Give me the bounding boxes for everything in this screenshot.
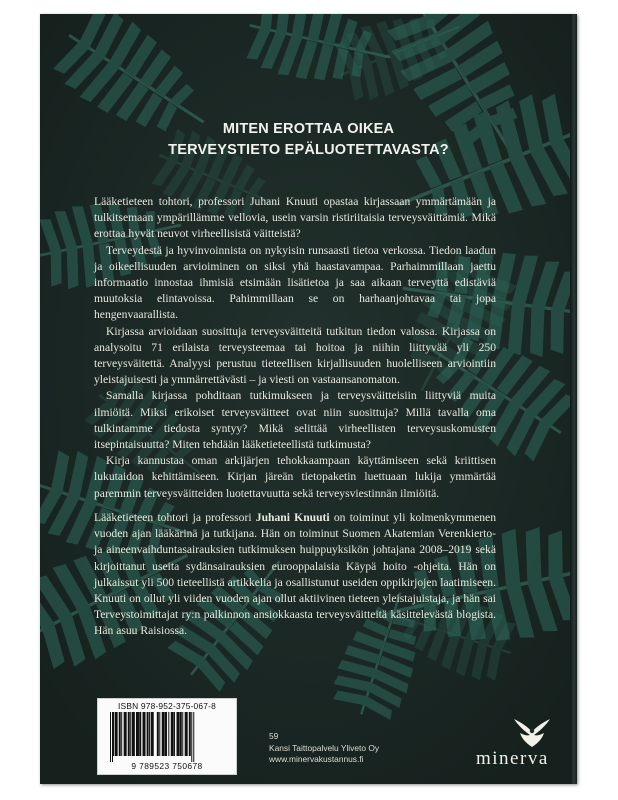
blurb-paragraph: Lääketieteen tohtori, professori Juhani Knuuti opastaa kirjassaan ymmärtämään ja tulkitsemaan ympärillämme vellovia, usein varsin ristiriitaisia terveysväittämiä. Mikä erottaa hyvät neuvot virheellisistä väitteistä?	[94, 195, 496, 241]
class-number: 59	[269, 731, 279, 741]
publication-credits	[269, 731, 379, 766]
book-back-cover	[40, 14, 577, 784]
author-name: Juhani Knuuti	[255, 511, 330, 524]
author-bio-intro: Lääketieteen tohtori ja professori	[94, 511, 256, 524]
blurb-paragraph: Kirjassa arvioidaan suosittuja terveysväitteitä tutkitun tiedon valossa. Kirjassa on analysoitu 71 erilaista terveysteemaa tai hoitoa ja niihin liittyvää yli 250 terveysväitettä. Analyysi perustuu tieteellisen kirjallisuuden huolelliseen arviointiin yleistajuisesti ja ymmärrettävästi – ja viesti on vastaansanomaton.	[94, 324, 496, 387]
isbn-barcode	[97, 698, 237, 775]
isbn-text: ISBN 978-952-375-067-8	[118, 701, 216, 711]
publisher-url: www.minervakustannus.fi	[269, 754, 364, 765]
blurb-text	[94, 194, 496, 502]
author-bio	[94, 510, 496, 640]
blurb-paragraph: Kirja kannustaa oman arkijärjen tehokkaampaan käyttämiseen sekä kriittisen lukutaidon kehittämiseen. Kirjan järeän tietopaketin luettuaan lukija ymmärtää paremmin terveysväitteiden luotettavuutta sekä terveysviestinnän ilmiöitä.	[94, 454, 496, 500]
barcode-digits: 9 789523 750678	[131, 761, 203, 771]
blurb-paragraph: Samalla kirjassa pohditaan tutkimukseen ja terveysväitteisiin liittyviä muita ilmiöitä. Miksi erikoiset terveysväitteet ovat niin suosittuja? Millä tavalla oma tulkintamme tiedosta syntyy? Mikä selittää virheellisten terveysuskomusten itsepintaisuutta? Miten tehdään lääketieteellistä tutkimusta?	[94, 389, 496, 452]
bird-logo-icon	[512, 717, 552, 749]
cover-spine-edge	[570, 14, 577, 784]
barcode-bars	[108, 712, 230, 762]
headline-line-1: MITEN EROTTAA OIKEA	[222, 121, 395, 137]
author-bio-paragraph	[94, 510, 496, 640]
headline-line-2: TERVEYSTIETO EPÄLUOTETTAVASTA?	[168, 142, 449, 158]
publisher-logo-wordmark: minerva	[476, 748, 549, 769]
cover-design-credit: Kansi Taittopalvelu Yliveto Oy	[269, 742, 380, 753]
blurb-paragraph: Terveydestä ja hyvinvoinnista on nykyisin runsaasti tietoa verkossa. Tiedon laadun ja oikeellisuuden arvioiminen on siksi yhä haastavampaa. Parhaimmillaan jaettu informaatio innostaa ihmisiä etsimään lisätietoa ja saa aikaan terveyttä edistäviä muutoksia elintavoissa. Pahimmillaan se on harhaanjohtavaa tai jopa hengenvaarallista.	[94, 243, 496, 322]
author-bio-rest: on toiminut yli kolmenkymmenen vuoden ajan lääkärinä ja tutkijana. Hän on toiminut Suomen Akatemian Verenkierto- ja aineenvaihduntasairauksien tutkimuksen huippuyksikön johtajana 2008–2019 sekä kirjoittanut useita sydänsairauksien eurooppalaisia Käypä hoito -ohjeita. Hän on julkaissut yli 500 tieteellistä artikkelia ja osallistunut useiden oppikirjojen laatimiseen. Knuuti on ollut yli viiden vuoden ajan ollut aktiivinen tieteen yleistajuistaja, ja hän sai Terveystoimittajat ry:n palkinnon ansiokkaasta terveysväitteitä käsittelevästä blogista. Hän asuu Raisiossa.	[94, 511, 496, 638]
